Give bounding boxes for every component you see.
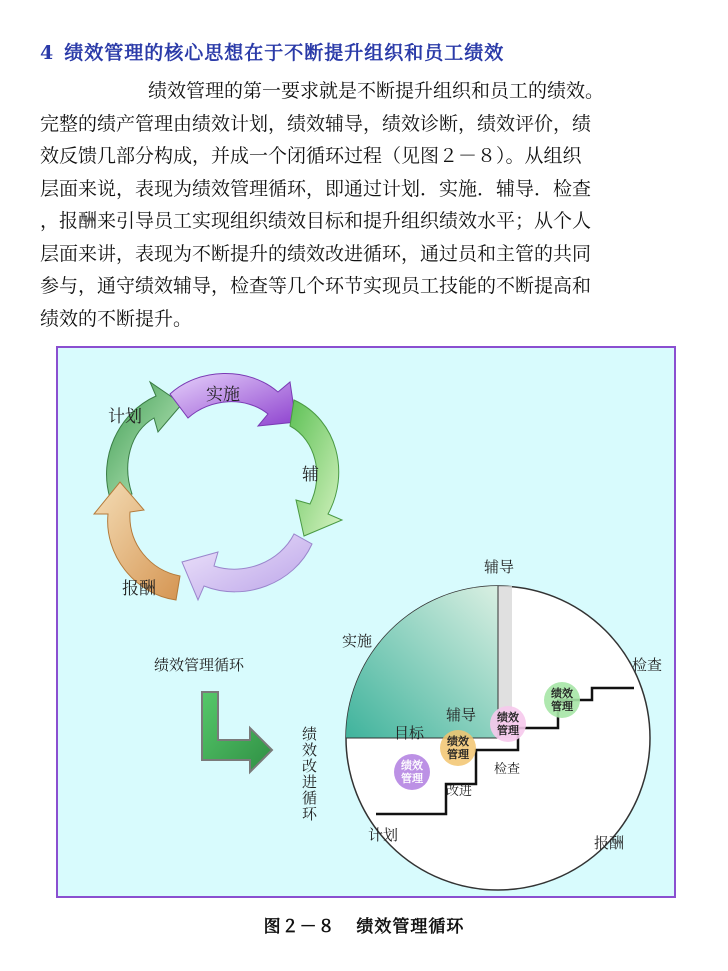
circle-label-check-inner: 检查 [494, 762, 521, 777]
paragraph-line: 绩效管理的第一要求就是不断提升组织和员工的绩效。 [148, 80, 605, 102]
cycle-arrow-plan [107, 382, 182, 498]
body-paragraph [40, 75, 680, 335]
figure-graphics [58, 348, 674, 896]
circle-label-guide-top: 辅导 [484, 558, 515, 576]
paragraph-line: 效反馈几部分构成，并成一个闭循环过程（见图２－８）。从组织 [40, 145, 582, 167]
paragraph-line: 绩效的不断提升。 [40, 307, 193, 330]
paragraph-line: 层面来讲，表现为不断提升的绩效改进循环，通过员和主管的共同 [40, 242, 592, 265]
improvement-cycle-title: 绩效改进循环 [302, 725, 318, 823]
cycle-label-guide: 辅 [302, 465, 319, 485]
paragraph-line: ，报酬来引导员工实现组织绩效目标和提升组织绩效水平；从个人 [40, 210, 592, 232]
badge-label-4: 绩效管理 [551, 687, 573, 713]
cycle-label-reward: 报酬 [122, 579, 156, 599]
paragraph-line: 完整的绩产管理由绩效计划，绩效辅导，绩效诊断，绩效评价，绩 [40, 112, 592, 135]
caption-title: 绩效管理循环 [356, 917, 465, 937]
caption-label: 图２－８ [263, 917, 336, 937]
section-number: 4 [40, 42, 55, 64]
circle-label-improve: 改进 [446, 784, 473, 799]
cycle-title: 绩效管理循环 [154, 656, 245, 674]
circle-label-guide-inner: 辅导 [446, 706, 477, 724]
circle-label-goal: 目标 [394, 724, 425, 742]
section-heading [40, 38, 504, 65]
circle-label-check-right: 检查 [632, 656, 663, 674]
badge-label-2: 绩效管理 [447, 735, 469, 761]
figure-caption [0, 912, 728, 937]
circle-label-implement: 实施 [342, 632, 373, 650]
cycle-label-implement: 实施 [206, 385, 240, 405]
section-title: 绩效管理的核心思想在于不断提升组织和员工绩效 [64, 42, 505, 64]
badge-label-1: 绩效管理 [401, 759, 423, 785]
paragraph-line: 参与，通守绩效辅导，检查等几个环节实现员工技能的不断提高和 [40, 275, 592, 297]
circle-label-plan: 计划 [368, 826, 399, 844]
badge-label-3: 绩效管理 [497, 711, 519, 737]
cycle-label-plan: 计划 [108, 407, 142, 427]
figure-panel [56, 346, 676, 898]
down-right-arrow [202, 692, 272, 772]
paragraph-line: 层面来说，表现为绩效管理循环，即通过计划．实施．辅导．检查 [40, 177, 592, 200]
circle-label-reward: 报酬 [594, 834, 625, 852]
cycle-arrow-check [182, 534, 312, 600]
